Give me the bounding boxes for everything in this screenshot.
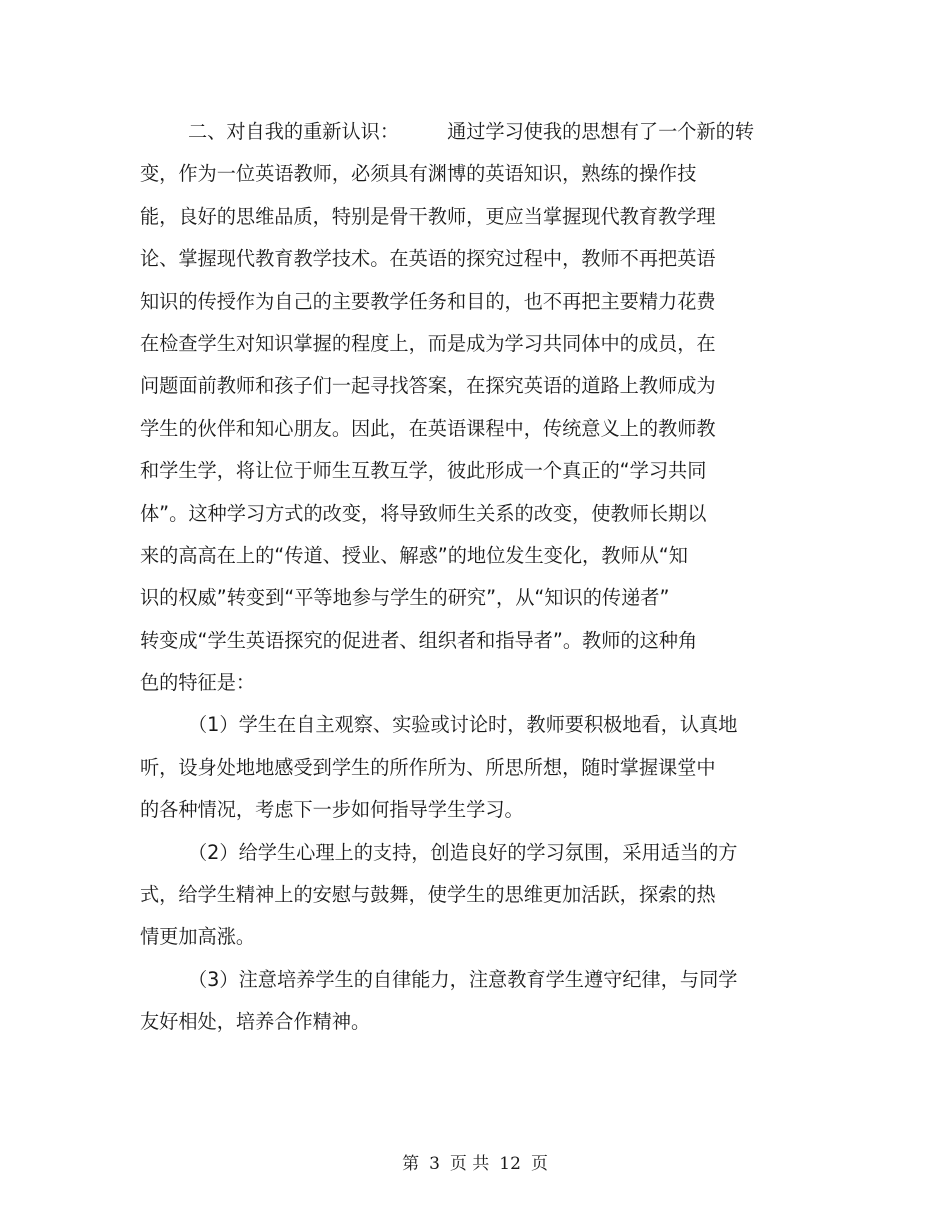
paragraph-line: 在检查学生对知识掌握的程度上，而是成为学习共同体中的成员，在 xyxy=(140,331,716,355)
paragraph-line: 变，作为一位英语教师，必须具有渊博的英语知识，熟练的操作技 xyxy=(140,162,697,186)
paragraph-first-line-text: 通过学习使我的思想有了一个新的转 xyxy=(447,120,755,143)
list-item-line: 的各种情况，考虑下一步如何指导学生学习。 xyxy=(140,798,524,822)
footer-middle: 页 共 xyxy=(449,1154,490,1174)
list-item-line: 情更加高涨。 xyxy=(140,925,256,949)
paragraph-line: 色的特征是： xyxy=(140,671,256,695)
list-item-3 xyxy=(140,959,775,1044)
paragraph-line: 论、掌握现代教育教学技术。在英语的探究过程中，教师不再把英语 xyxy=(140,247,716,271)
paragraph-line: 能，良好的思维品质，特别是骨干教师，更应当掌握现代教育教学理 xyxy=(140,204,716,228)
paragraph-line: 问题面前教师和孩子们一起寻找答案，在探究英语的道路上教师成为 xyxy=(140,374,716,398)
footer-total-pages: 12 xyxy=(499,1154,521,1174)
paragraph-line: 和学生学，将让位于师生互教互学，彼此形成一个真正的“学习共同 xyxy=(140,459,707,483)
footer-prefix: 第 xyxy=(402,1154,420,1174)
list-item-line: （3）注意培养学生的自律能力，注意教育学生遵守纪律，与同学 xyxy=(188,967,738,991)
list-item-line: （1）学生在自主观察、实验或讨论时，教师要积极地看，认真地 xyxy=(188,713,738,737)
paragraph-line: 知识的传授作为自己的主要教学任务和目的，也不再把主要精力花费 xyxy=(140,289,716,313)
list-item-line: 友好相处，培养合作精神。 xyxy=(140,1010,371,1034)
document-body xyxy=(140,111,775,1044)
section-heading-line xyxy=(140,111,775,153)
page-footer xyxy=(0,1151,950,1177)
list-item-1 xyxy=(140,704,775,831)
footer-current-page: 3 xyxy=(429,1154,440,1174)
list-item-line: （2）给学生心理上的支持，创造良好的学习氛围，采用适当的方 xyxy=(188,840,738,864)
paragraph-1 xyxy=(140,153,775,704)
paragraph-line: 学生的伙伴和知心朋友。因此，在英语课程中，传统意义上的教师教 xyxy=(140,416,716,440)
section-heading: 二、对自我的重新认识： xyxy=(188,120,400,143)
paragraph-line: 来的高高在上的“传道、授业、解惑”的地位发生变化，教师从“知 xyxy=(140,543,688,567)
paragraph-line: 转变成“学生英语探究的促进者、组织者和指导者”。教师的这种角 xyxy=(140,628,698,652)
list-item-line: 听，设身处地地感受到学生的所作所为、所思所想，随时掌握课堂中 xyxy=(140,755,716,779)
list-item-line: 式，给学生精神上的安慰与鼓舞，使学生的思维更加活跃，探索的热 xyxy=(140,883,716,907)
paragraph-line: 识的权威”转变到“平等地参与学生的研究”，从“知识的传递者” xyxy=(140,586,670,610)
paragraph-line: 体”。这种学习方式的改变，将导致师生关系的改变，使教师长期以 xyxy=(140,501,707,525)
list-item-2 xyxy=(140,832,775,959)
footer-suffix: 页 xyxy=(530,1154,548,1174)
